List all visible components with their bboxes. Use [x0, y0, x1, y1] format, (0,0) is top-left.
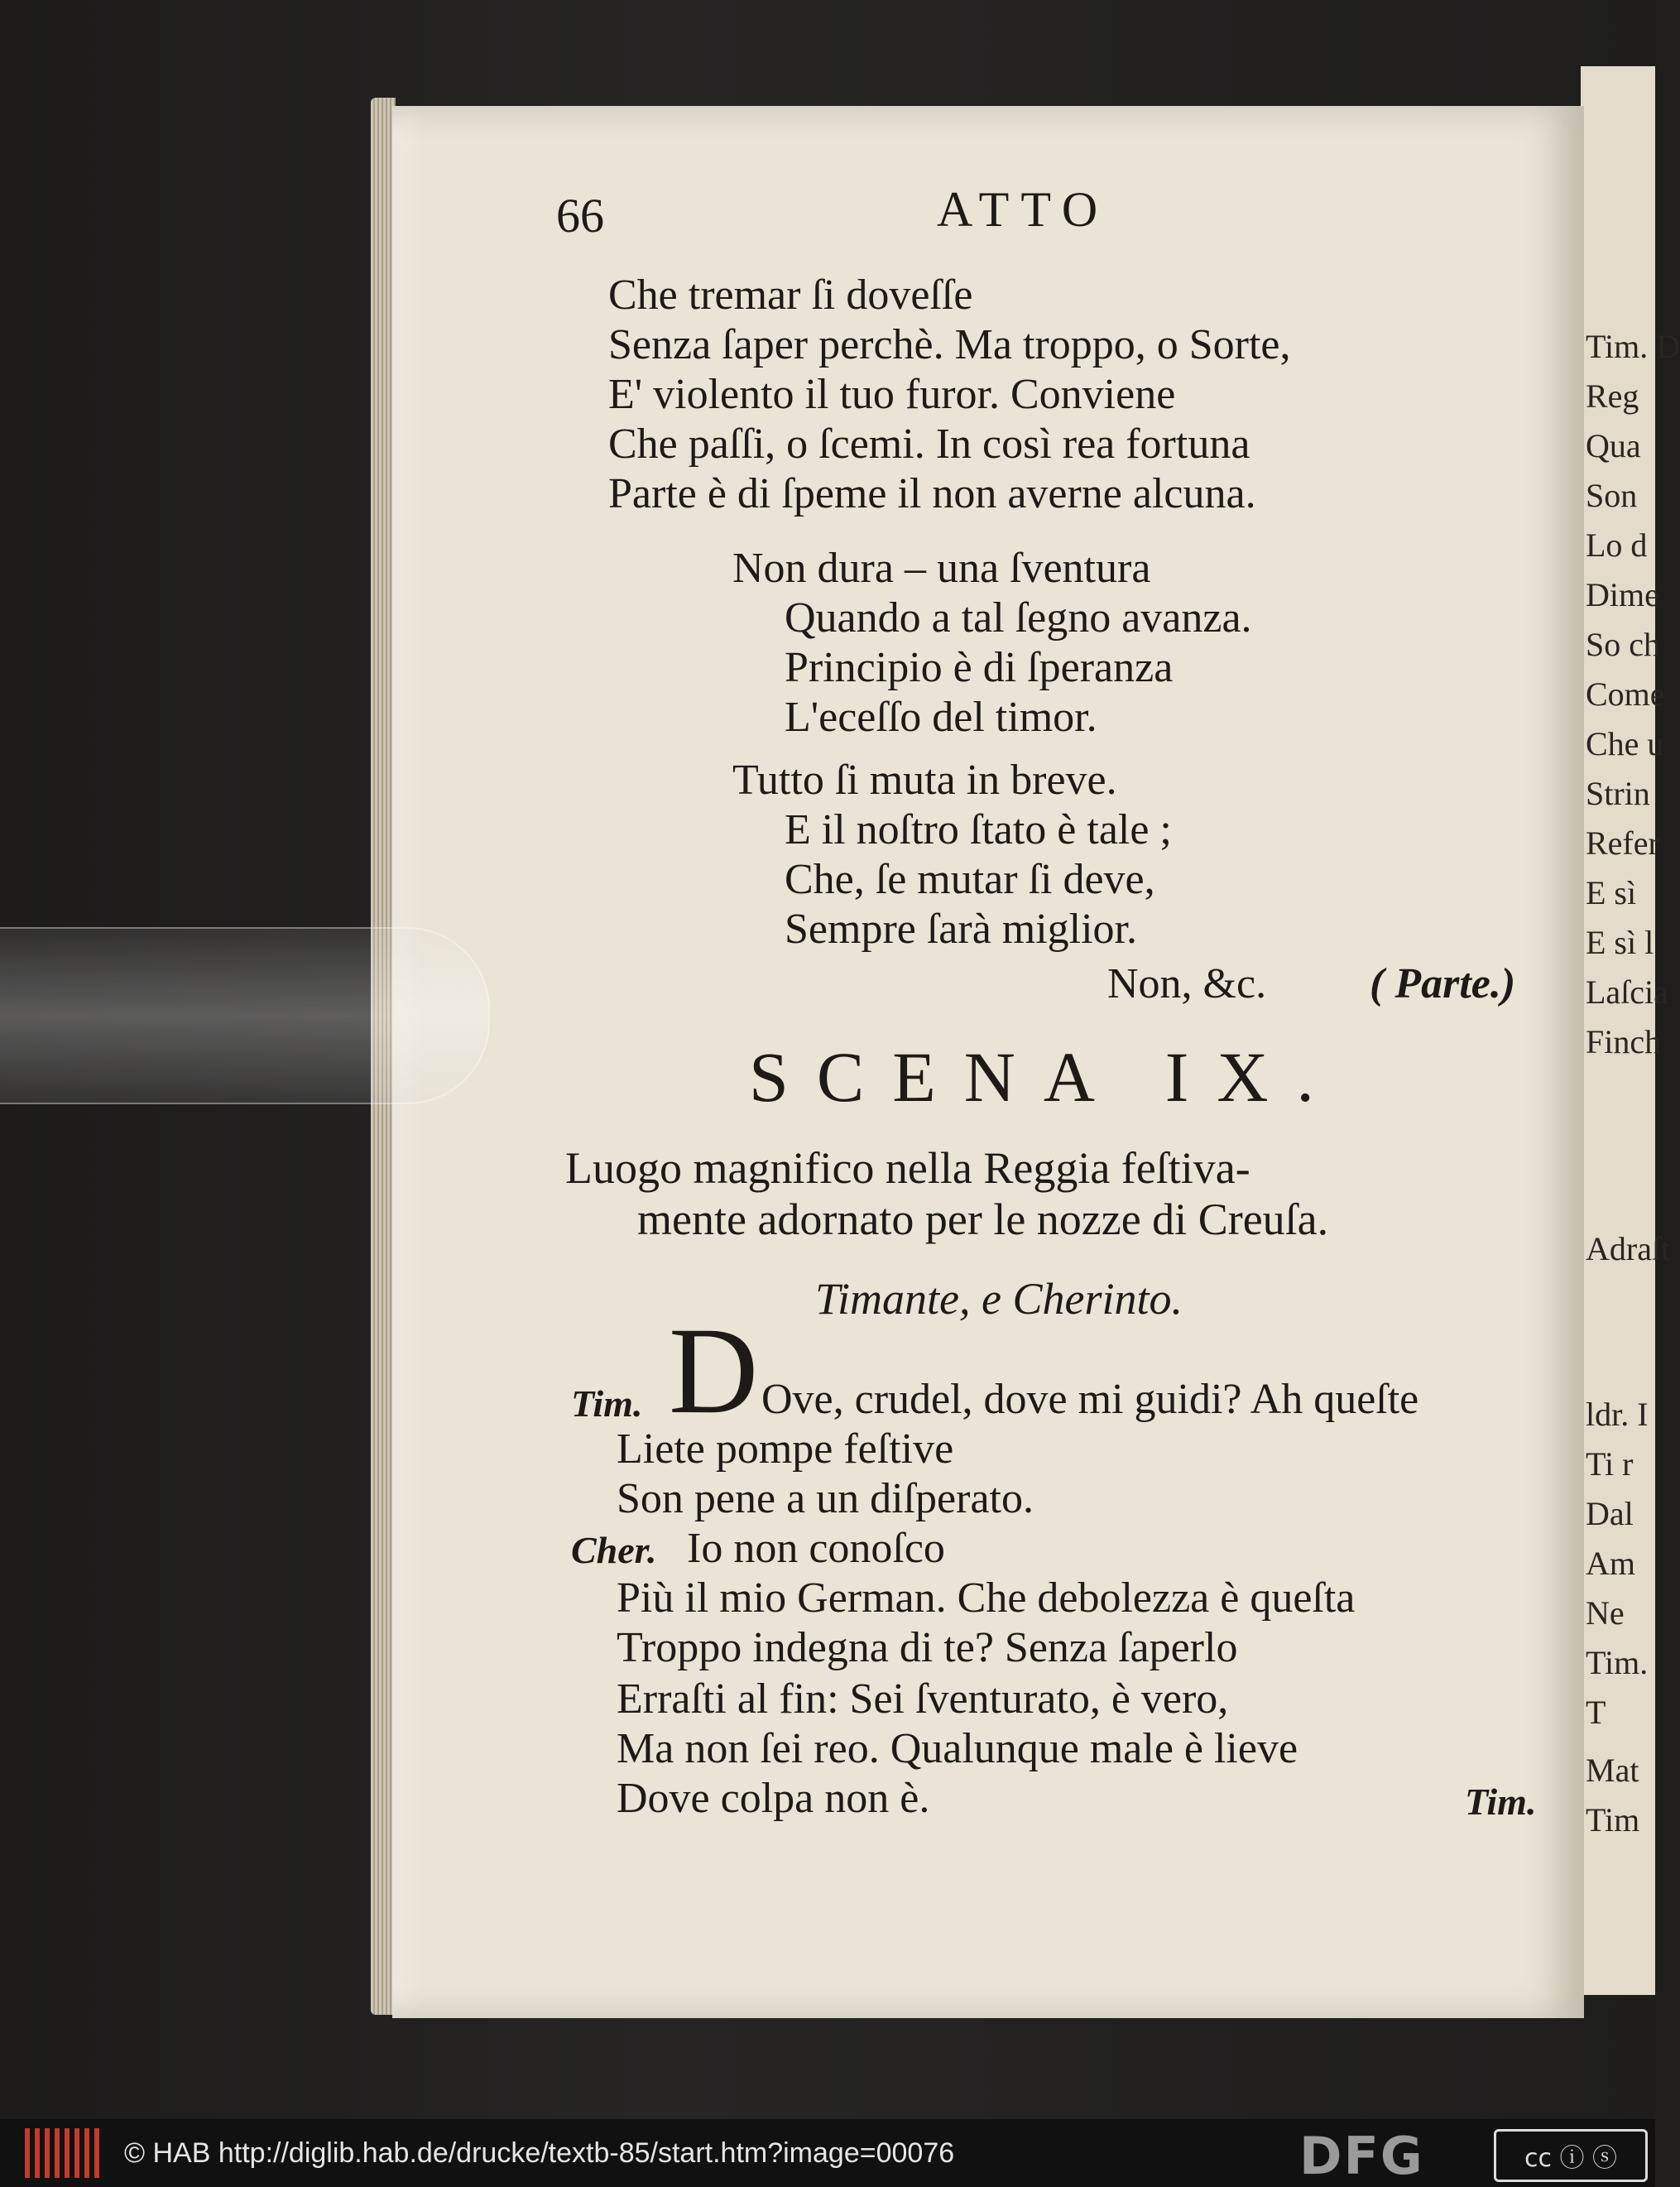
verse-line: Ove, crudel, dove mi guidi? Ah queſte [761, 1376, 1419, 1423]
facing-fragment: Tim [1586, 1801, 1640, 1839]
hab-logo-icon [25, 2128, 99, 2178]
stage-direction: ( Parte.) [1370, 960, 1516, 1007]
verse-line: Troppo indegna di te? Senza ſaperlo [617, 1624, 1238, 1671]
aria-da-capo: Non, &c. [1107, 960, 1267, 1007]
facing-fragment: Qua [1586, 427, 1641, 464]
verse-line: Dove colpa non è. [617, 1775, 930, 1822]
aria-line: E il noſtro ſtato è tale ; [785, 806, 1172, 853]
facing-page-fragment [1581, 66, 1680, 1995]
cc-license-badge[interactable]: cc ⓘ ⓢ [1494, 2129, 1648, 2182]
facing-fragment: Dime [1586, 576, 1659, 613]
running-head: ATTO [937, 182, 1110, 237]
drop-capital: D [669, 1302, 759, 1440]
verse-line: Più il mio German. Che debolezza è queſta [617, 1574, 1356, 1622]
facing-fragment: Tim. [1586, 1644, 1649, 1681]
scene-title: SCENA IX. [749, 1037, 1342, 1117]
facing-fragment: Lo d [1586, 526, 1648, 564]
aria-line: L'eceſſo del timor. [785, 694, 1097, 741]
verse-line: Ma non ſei reo. Qualunque male è lieve [617, 1725, 1298, 1772]
verse-line: Liete pompe feſtive [617, 1425, 954, 1473]
aria-line: Sempre ſarà miglior. [785, 906, 1138, 953]
scene-setting: Luogo magnifico nella Reggia feſtiva- [565, 1143, 1250, 1193]
facing-fragment: Laſcia [1586, 973, 1668, 1011]
facing-fragment: E sì l [1586, 924, 1654, 961]
aria-line: Non dura – una ſventura [732, 545, 1151, 592]
facing-fragment: Finch [1586, 1023, 1662, 1060]
facing-fragment: Ti r [1586, 1445, 1634, 1483]
footer-bar [0, 2119, 1655, 2187]
dfg-logo: DFG [1299, 2126, 1424, 2186]
page-number: 66 [556, 189, 604, 243]
speaker-label: Tim. [571, 1382, 643, 1425]
facing-fragment: Dal [1586, 1495, 1634, 1532]
verse-line: Io non conoſco [687, 1525, 945, 1572]
facing-fragment: Refer [1586, 824, 1659, 862]
facing-fragment: So ch [1586, 626, 1660, 663]
aria-line: Che, ſe mutar ſi deve, [785, 856, 1155, 903]
facing-fragment: Son [1586, 477, 1638, 514]
aria-line: Quando a tal ſegno avanza. [785, 594, 1252, 642]
verse-line: Erraſti al fin: Sei ſventurato, è vero, [617, 1675, 1229, 1723]
scene-setting: mente adornato per le nozze di Creuſa. [637, 1194, 1329, 1244]
verse-line: Senza ſaper perchè. Ma troppo, o Sorte, [608, 321, 1291, 368]
facing-fragment: Mat [1586, 1752, 1639, 1789]
facing-fragment: Adraſt [1586, 1230, 1671, 1267]
verse-line: Che paſſi, o ſcemi. In così rea fortuna [608, 421, 1250, 468]
aria-line: Principio è di ſperanza [785, 644, 1174, 691]
copyright-text[interactable]: © HAB http://diglib.hab.de/drucke/textb-85/start.htm?image=00076 [124, 2137, 955, 2169]
facing-fragment: Strin [1586, 775, 1650, 812]
verse-line: Parte è di ſpeme il non averne alcuna. [608, 470, 1256, 517]
facing-fragment: Am [1586, 1545, 1635, 1582]
verse-line: Son pene a un diſperato. [617, 1475, 1034, 1522]
facing-fragment: Come [1586, 675, 1665, 713]
verse-line: Che tremar ſi doveſſe [608, 272, 973, 319]
facing-fragment: E sì [1586, 874, 1637, 911]
speaker-label: Cher. [571, 1529, 657, 1571]
facing-fragment: ldr. I [1586, 1396, 1649, 1433]
facing-fragment: Tim. D [1586, 328, 1680, 365]
facing-fragment: Che u [1586, 725, 1664, 762]
facing-fragment: Ne [1586, 1594, 1625, 1632]
facing-fragment: T [1586, 1694, 1606, 1731]
verse-line: E' violento il tuo furor. Conviene [608, 371, 1176, 418]
aria-line: Tutto ſi muta in breve. [732, 757, 1117, 804]
catchword: Tim. [1465, 1781, 1537, 1823]
facing-fragment: Reg [1586, 377, 1639, 415]
page-clip [0, 927, 490, 1104]
scene-characters: Timante, e Cherinto. [815, 1274, 1183, 1324]
